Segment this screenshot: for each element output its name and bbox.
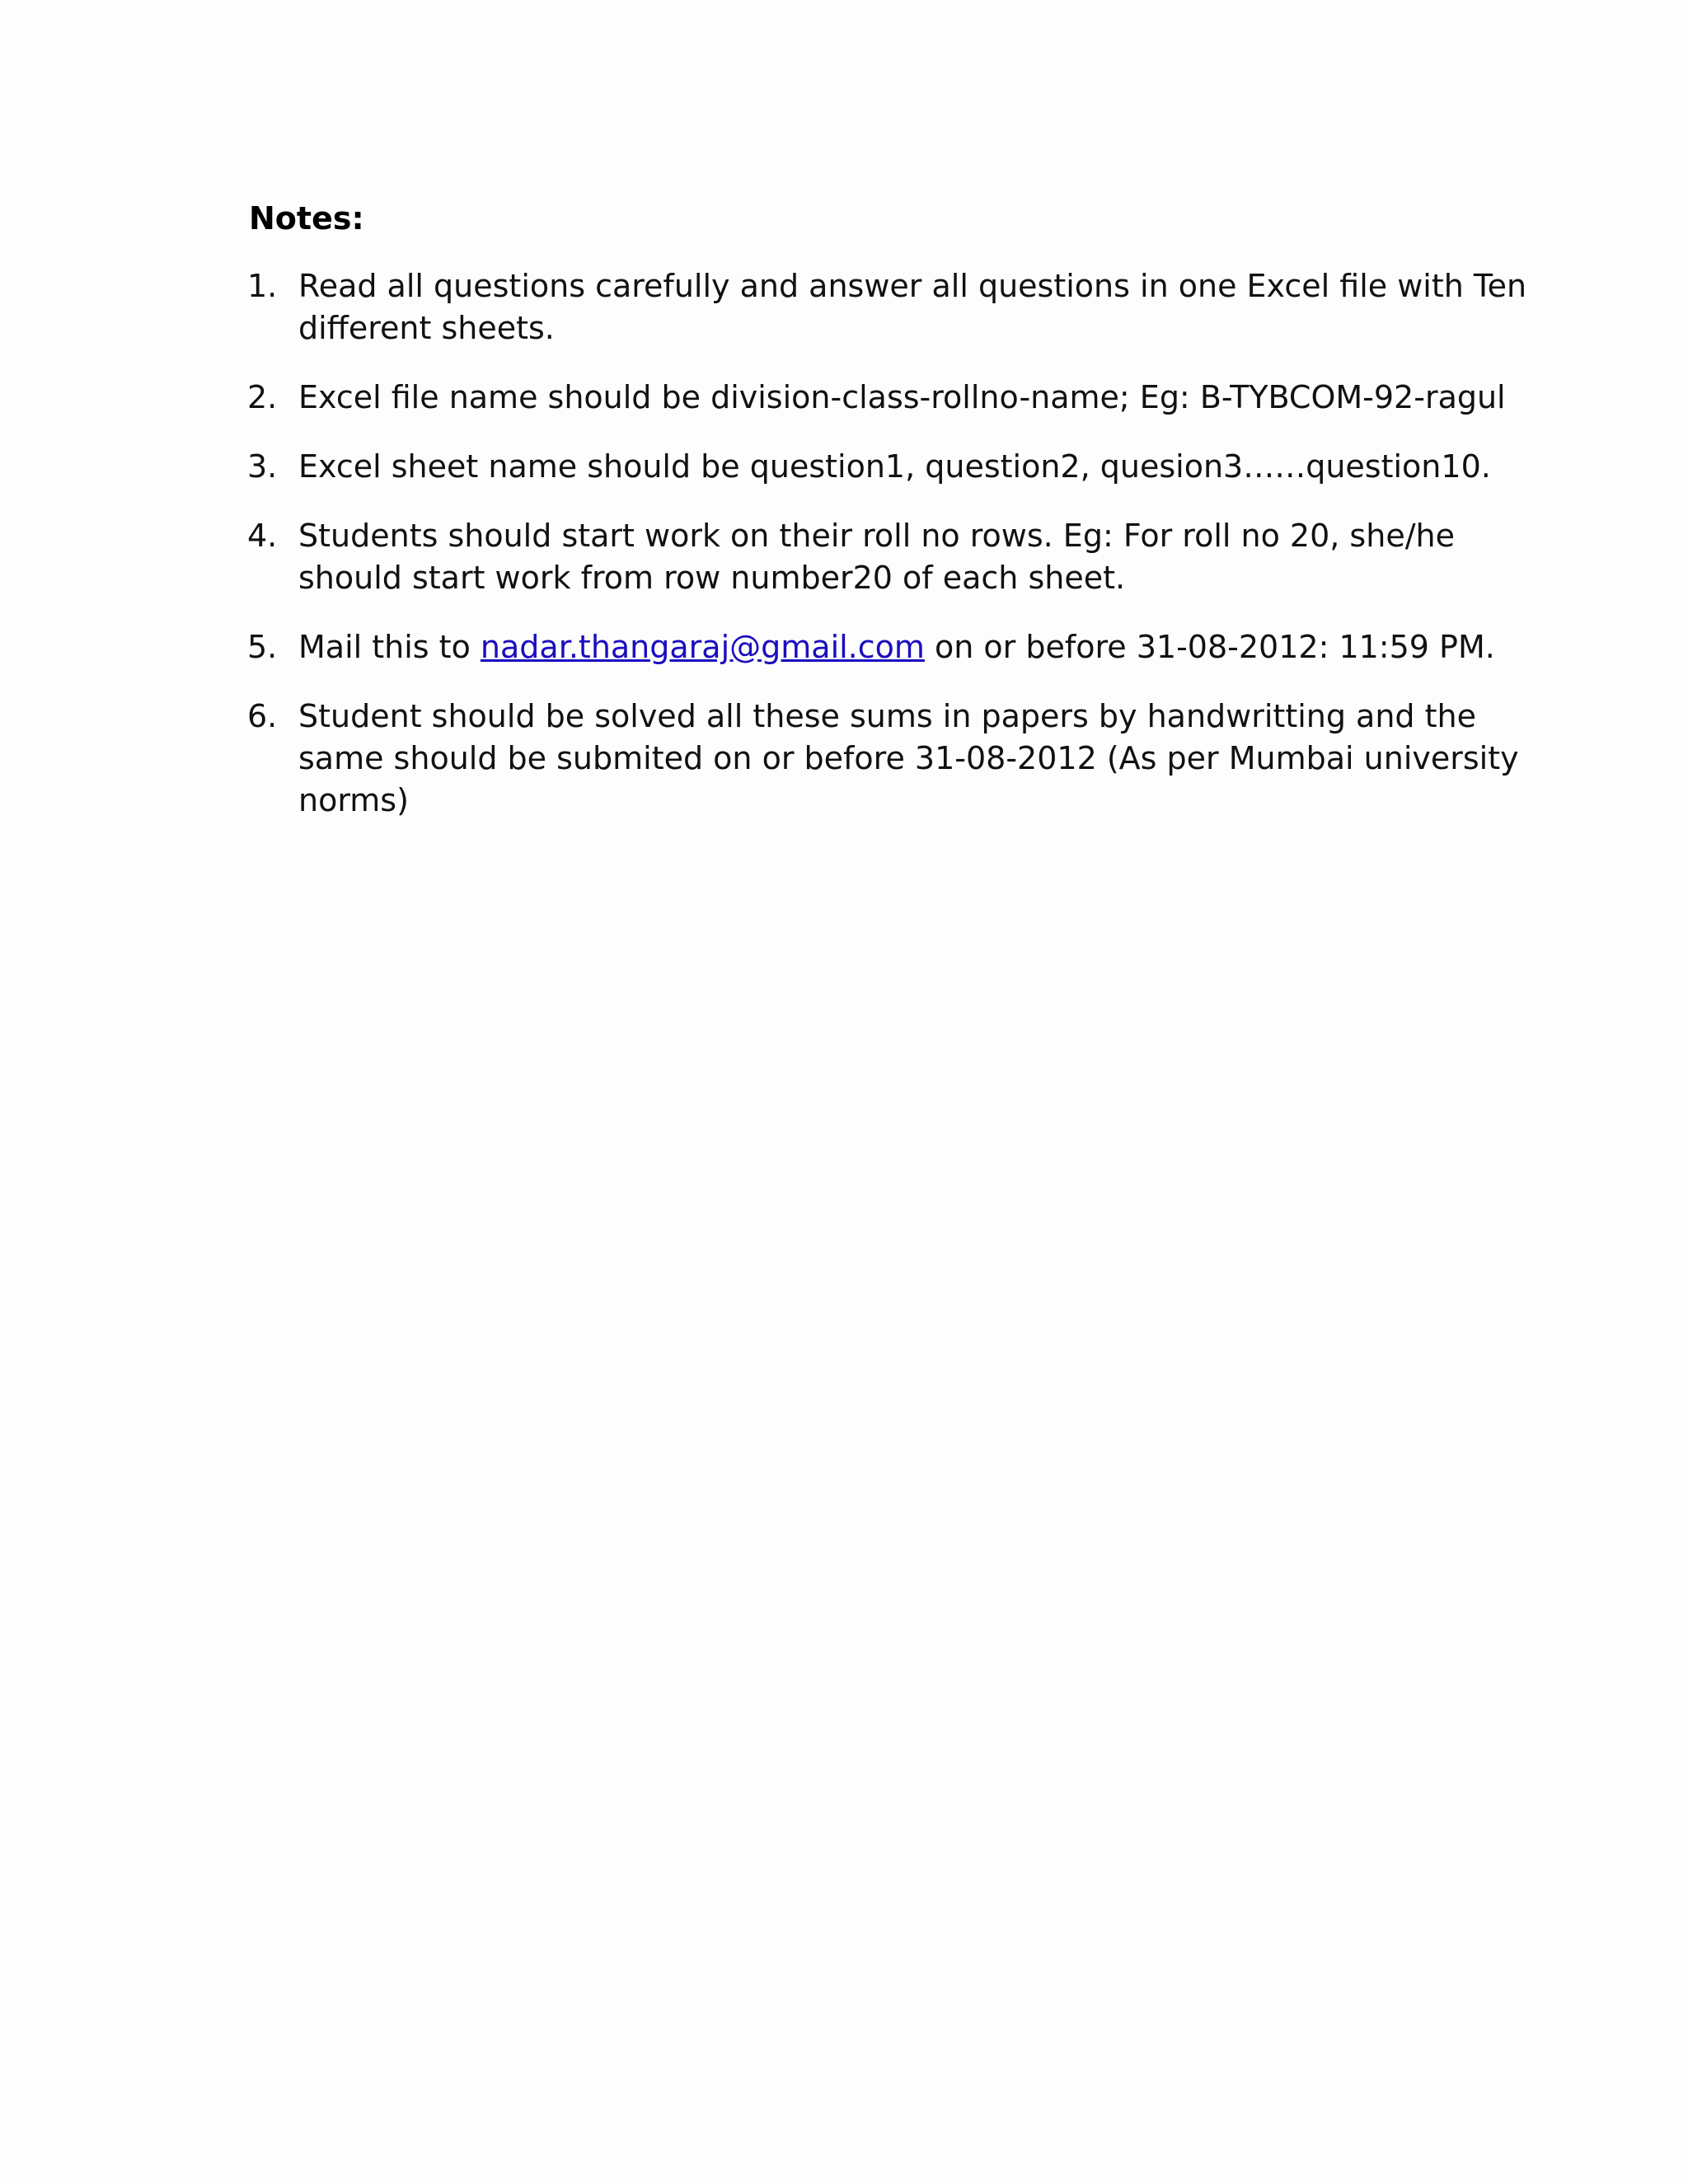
note-item-6 [247,696,1533,822]
notes-list [247,265,1533,849]
note-number: 3. [247,448,278,485]
note-item-5 [247,626,1533,668]
note-item-4 [247,515,1533,599]
note-number: 6. [247,698,278,734]
note-item-2 [247,377,1533,419]
email-link[interactable]: nadar.thangaraj@gmail.com [480,629,925,665]
note-text-after-email: on or before 31-08-2012: 11:59 PM. [924,629,1495,665]
note-text: Excel file name should be division-class-rollno-name; Eg: B-TYBCOM-92-ragul [298,379,1506,415]
note-text: Excel sheet name should be question1, question2, quesion3……question10. [298,448,1491,485]
note-text-before-email: Mail this to [298,629,481,665]
note-number: 1. [247,268,278,304]
note-text: Students should start work on their roll no rows. Eg: For roll no 20, she/he should start work from row number20 of each sheet. [298,518,1455,596]
notes-heading: Notes: [249,200,364,237]
note-text [298,626,1533,668]
note-number: 2. [247,379,278,415]
note-text: Student should be solved all these sums in papers by handwritting and the same should be submited on or before 31-08-2012 (As per Mumbai university norms) [298,698,1519,818]
note-item-3 [247,446,1533,488]
note-text: Read all questions carefully and answer all questions in one Excel file with Ten different sheets. [298,268,1527,346]
note-item-1 [247,265,1533,349]
note-number: 4. [247,518,278,554]
note-number: 5. [247,629,278,665]
